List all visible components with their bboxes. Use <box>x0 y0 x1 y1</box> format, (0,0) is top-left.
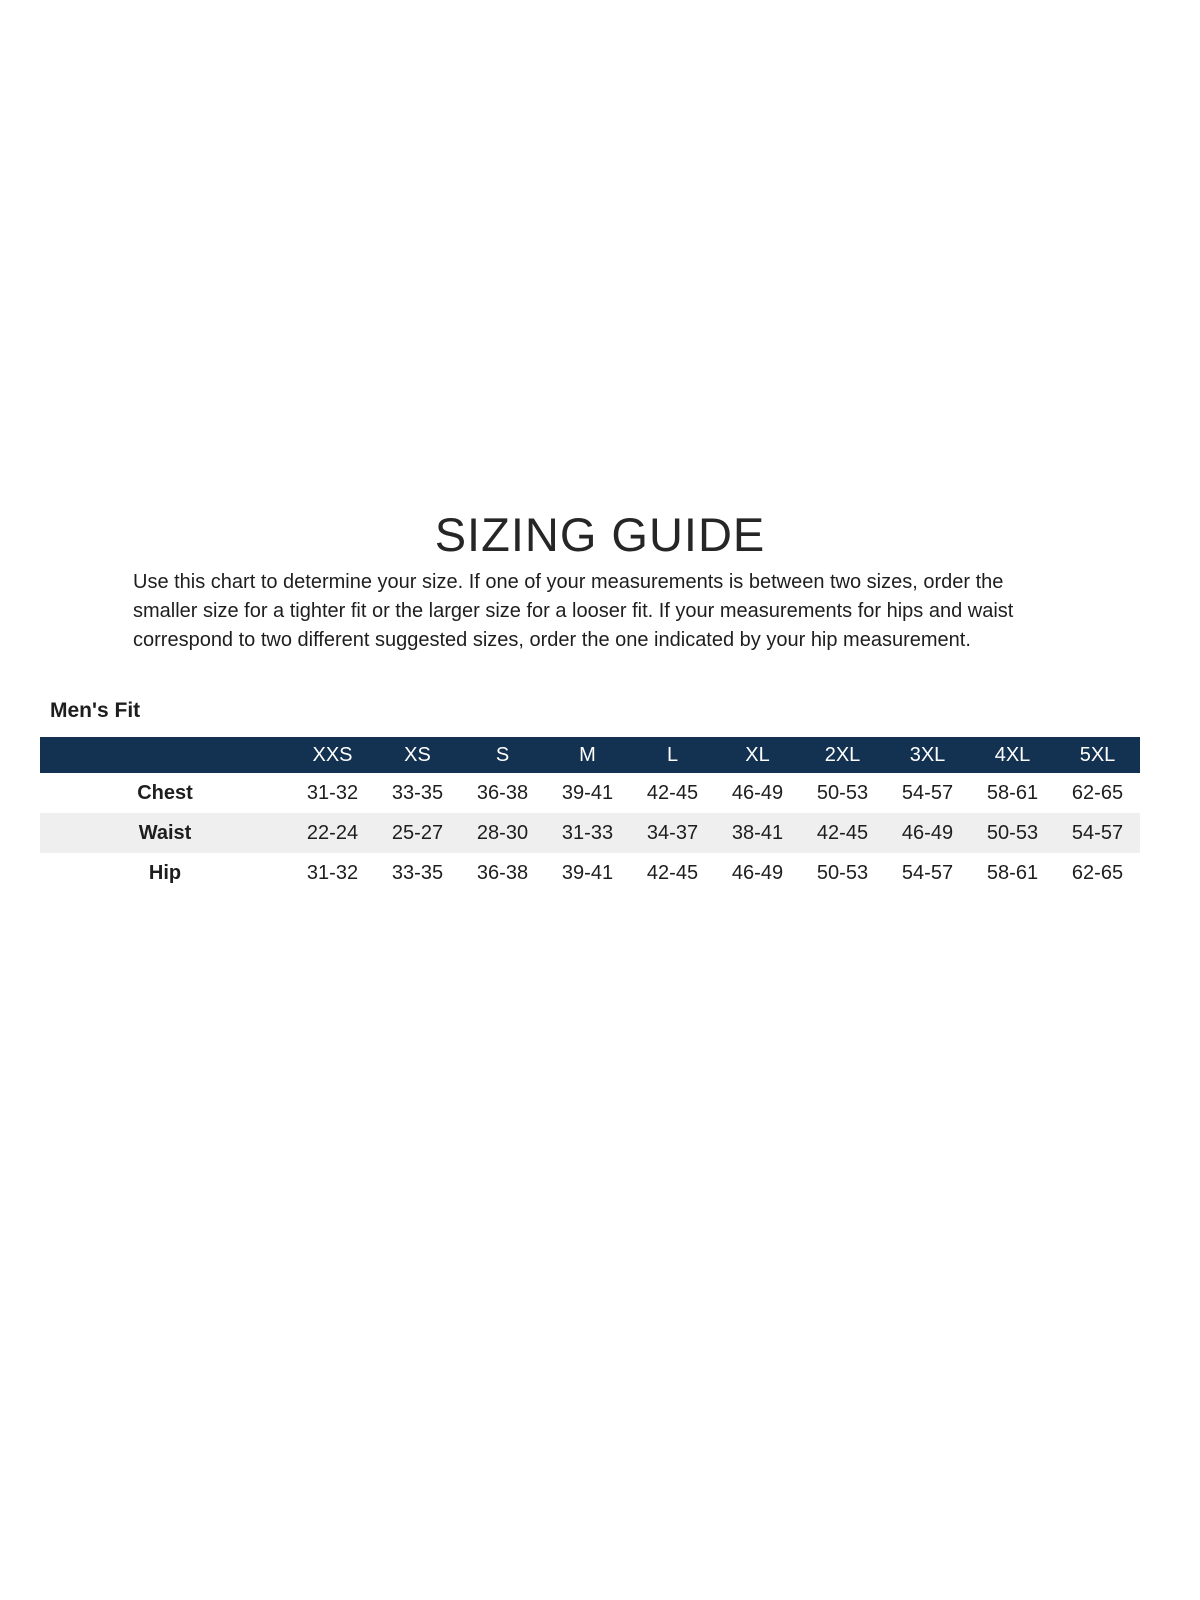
size-header-l: L <box>666 743 679 766</box>
row-label-hip: Hip <box>148 861 182 884</box>
size-header-4xl: 4XL <box>994 743 1031 766</box>
waist-value-s: 28-30 <box>476 821 529 844</box>
size-header-s: S <box>495 743 510 766</box>
waist-value-xl: 38-41 <box>731 821 784 844</box>
hip-value-2xl: 50-53 <box>816 861 869 884</box>
waist-value-3xl: 46-49 <box>901 821 954 844</box>
chest-value-xl: 46-49 <box>731 781 784 804</box>
size-header-2xl: 2XL <box>824 743 861 766</box>
table-row-chest <box>40 773 1140 813</box>
chest-value-s: 36-38 <box>476 781 529 804</box>
chest-value-3xl: 54-57 <box>901 781 954 804</box>
hip-value-s: 36-38 <box>476 861 529 884</box>
waist-value-4xl: 50-53 <box>986 821 1039 844</box>
hip-value-xs: 33-35 <box>391 861 444 884</box>
row-label-waist: Waist <box>138 821 192 844</box>
page-title: SIZING GUIDE <box>434 508 766 562</box>
row-label-chest: Chest <box>137 781 193 804</box>
waist-value-xs: 25-27 <box>391 821 444 844</box>
chest-value-2xl: 50-53 <box>816 781 869 804</box>
section-label-mens-fit: Men's Fit <box>50 699 141 722</box>
chest-value-5xl: 62-65 <box>1071 781 1124 804</box>
hip-value-3xl: 54-57 <box>901 861 954 884</box>
chest-value-4xl: 58-61 <box>986 781 1039 804</box>
hip-value-5xl: 62-65 <box>1071 861 1124 884</box>
waist-value-l: 34-37 <box>646 821 699 844</box>
waist-value-2xl: 42-45 <box>816 821 869 844</box>
size-header-row <box>40 737 1140 773</box>
waist-value-5xl: 54-57 <box>1071 821 1124 844</box>
waist-value-m: 31-33 <box>561 821 614 844</box>
size-header-xl: XL <box>745 743 770 766</box>
chest-value-xxs: 31-32 <box>306 781 359 804</box>
hip-value-xxs: 31-32 <box>306 861 359 884</box>
hip-value-l: 42-45 <box>646 861 699 884</box>
size-header-3xl: 3XL <box>909 743 946 766</box>
sizing-table <box>40 737 1140 893</box>
hip-value-xl: 46-49 <box>731 861 784 884</box>
size-header-5xl: 5XL <box>1079 743 1116 766</box>
waist-value-xxs: 22-24 <box>306 821 359 844</box>
chest-value-xs: 33-35 <box>391 781 444 804</box>
size-header-m: M <box>579 743 596 766</box>
table-row-hip <box>40 853 1140 893</box>
hip-value-4xl: 58-61 <box>986 861 1039 884</box>
chest-value-l: 42-45 <box>646 781 699 804</box>
intro-text: Use this chart to determine your size. If one of your measurements is between two sizes, order the smaller size for a tighter fit or the larger size for a looser fit. If your measurements for hips and waist correspond to two different suggested sizes, order the one indicated by your hip measurement. <box>133 571 1014 651</box>
chest-value-m: 39-41 <box>561 781 614 804</box>
table-row-waist <box>40 813 1140 853</box>
size-header-xs: XS <box>404 743 431 766</box>
size-header-xxs: XXS <box>312 743 353 766</box>
hip-value-m: 39-41 <box>561 861 614 884</box>
